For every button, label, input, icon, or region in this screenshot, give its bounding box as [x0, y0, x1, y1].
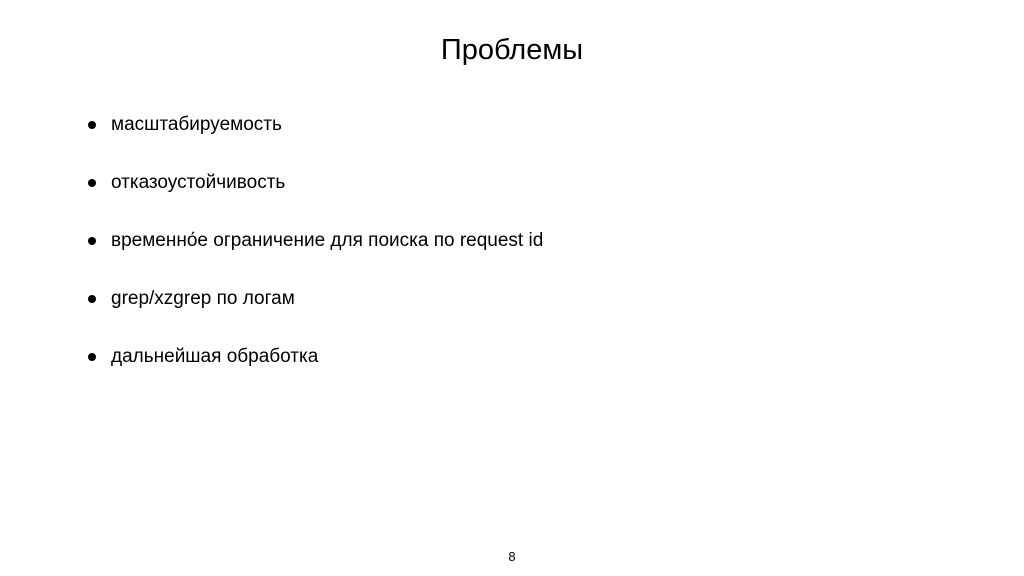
bullet-item-scalability: [88, 110, 543, 168]
bullet-text: дальнейшая обработка: [111, 346, 319, 367]
bullet-dot-icon: [88, 353, 96, 361]
bullet-text: grep/xzgrep по логам: [111, 288, 295, 309]
bullet-dot-icon: [88, 179, 96, 187]
bullet-text: отказоустойчивость: [111, 172, 286, 193]
bullet-item-further-processing: [88, 342, 543, 400]
bullet-dot-icon: [88, 121, 96, 129]
bullet-item-time-limit: [88, 226, 543, 284]
bullet-list: [88, 110, 543, 400]
bullet-dot-icon: [88, 295, 96, 303]
bullet-dot-icon: [88, 237, 96, 245]
bullet-item-grep: [88, 284, 543, 342]
bullet-text: временно́е ограничение для поиска по request id: [111, 230, 544, 251]
bullet-text: масштабируемость: [111, 114, 282, 135]
slide-title: Проблемы: [440, 34, 584, 66]
page-number: 8: [508, 549, 516, 564]
bullet-item-fault-tolerance: [88, 168, 543, 226]
